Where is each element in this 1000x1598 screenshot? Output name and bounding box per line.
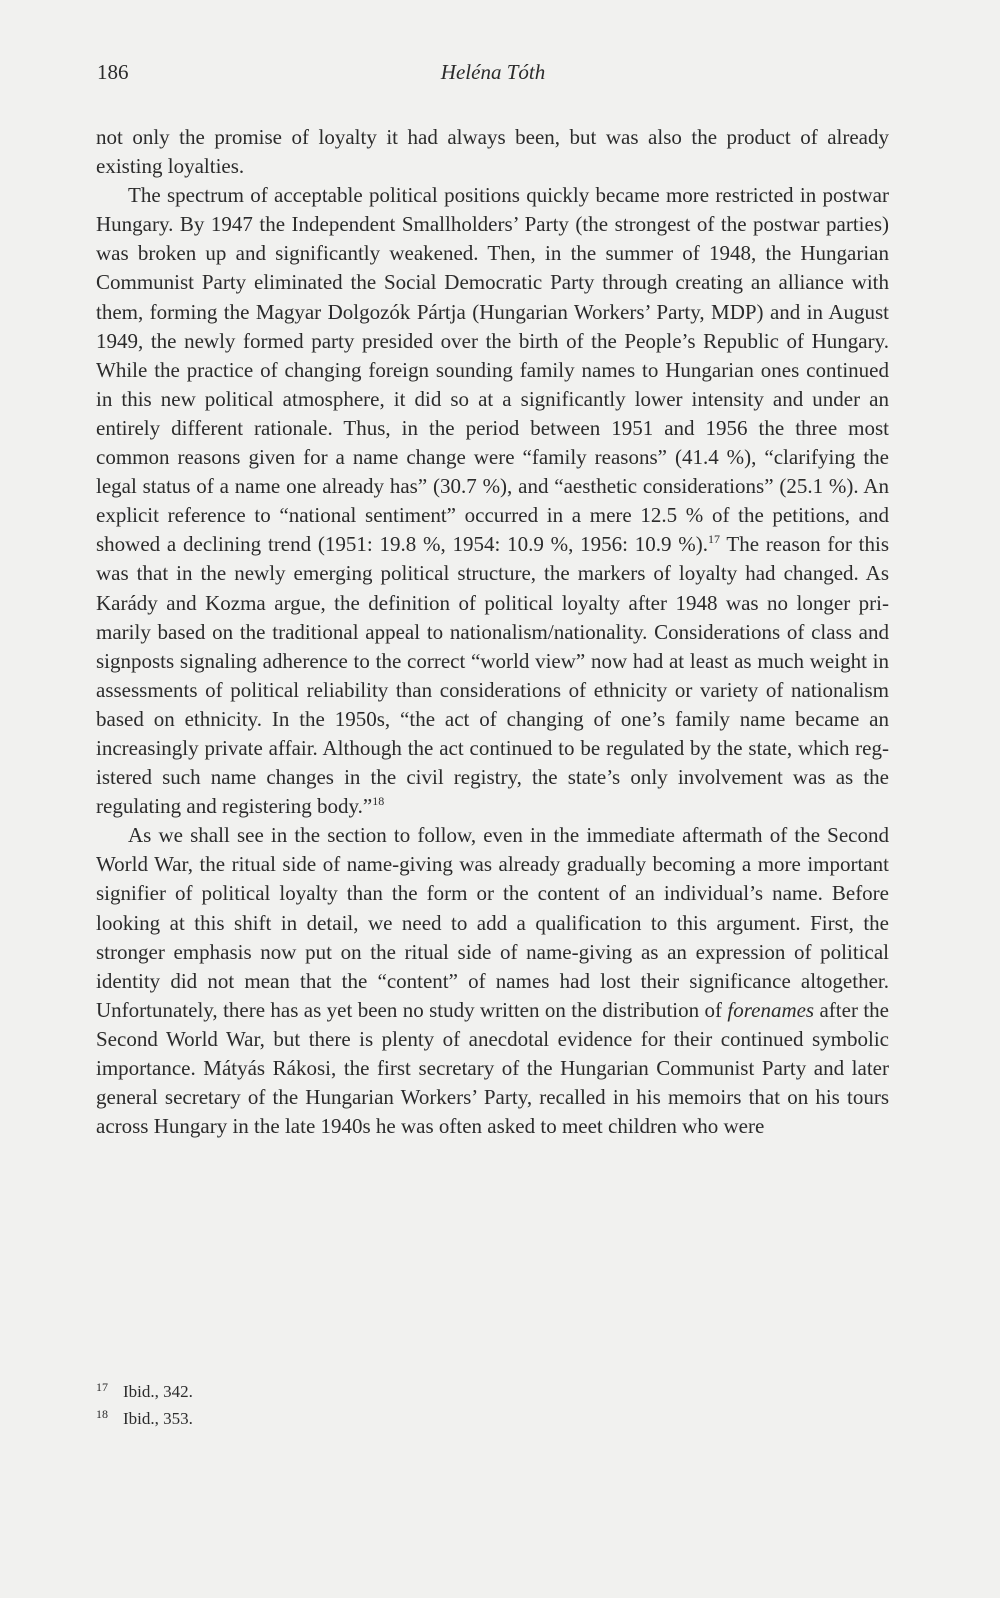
paragraph-political-spectrum [96,181,889,821]
paragraph-continuation [96,123,889,181]
body-text [96,123,889,1141]
footnote-text: Ibid., 353. [123,1409,193,1428]
footnotes [96,1379,889,1433]
paragraph-text: after the Second World War, but there is plenty of anecdotal evidence for their continued symbolic importance. Mátyás Rákosi, the first secretary of the Hungarian Communist Party and later general secretary of the Hungarian Workers’ Party, recalled in his memoirs that on his tours across Hungary in the late 1940s he was often asked to meet children who were [96,997,889,1139]
paragraph-text: not only the promise of loyalty it had always been, but was also the product of already existing loyalties. [96,125,889,179]
running-head [97,60,889,94]
footnote-ref-18[interactable]: 18 [372,794,385,809]
emphasis-forenames: forenames [727,997,815,1022]
footnote-17 [96,1379,889,1406]
footnote-number: 17 [96,1380,108,1394]
running-head-author: Heléna Tóth [440,60,546,84]
footnote-number: 18 [96,1407,108,1421]
paragraph-ritual-side [96,821,889,1141]
paragraph-text: As we shall see in the section to follow, even in the immediate aftermath of the Second World War, the ritual side of name-giving was already gradually becoming a more important signifier of political loyalty than the form or the content of an individual’s name. Before looking at this shift in detail, we need to add a qualification to this argument. First, the stronger emphasis now put on the ritual side of name-giving as an expression of political identity did not mean that the “content” of names had lost their significance altogether. Unfortunately, there has as yet been no study written on the distribution of [96,823,889,1022]
footnote-text: Ibid., 342. [123,1382,193,1401]
footnote-18 [96,1406,889,1433]
footnote-ref-17[interactable]: 17 [708,532,720,547]
paragraph-text: The reason for this was that in the newly emerging political structure, the markers of loyalty had changed. As Karády and Kozma argue, the definition of political loyalty after 1948 was no longer primarily based on the traditional appeal to nationalism/nationality. Considerations of class and signposts signaling adherence to the correct “world view” now had at least as much weight in assessments of political reliability than considerations of ethnicity or variety of nationalism based on ethnicity. In the 1950s, “the act of changing of one’s family name became an increasingly private affair. Although the act continued to be regulated by the state, which registered such name changes in the civil registry, the state’s only involvement was as the regulating and registering body.” [96,532,889,819]
paragraph-text: The spectrum of acceptable political positions quickly became more restricted in postwar Hungary. By 1947 the Independent Smallholders’ Party (the strongest of the postwar parties) was broken up and significantly weakened. Then, in the summer of 1948, the Hungarian Communist Party eliminated the Social Democratic Party through creating an alliance with them, forming the Magyar Dolgozók Pártja (Hungarian Workers’ Party, MDP) and in August 1949, the newly formed party presided over the birth of the People’s Republic of Hungary. While the practice of changing foreign sounding family names to Hungarian ones continued in this new political atmosphere, it did so at a significantly lower intensity and under an entirely different rationale. Thus, in the period between 1951 and 1956 the three most common reasons given for a name change were “family reasons” (41.4 %), “clarifying the legal status of a name one already has” (30.7 %), and “aesthetic considerations” (25.1 %). An explicit reference to “national sentiment” occurred in a mere 12.5 % of the petitions, and showed a declining trend (1951: 19.8 %, 1954: 10.9 %, 1956: 10.9 %). [96,183,889,557]
page-number: 186 [97,60,129,84]
